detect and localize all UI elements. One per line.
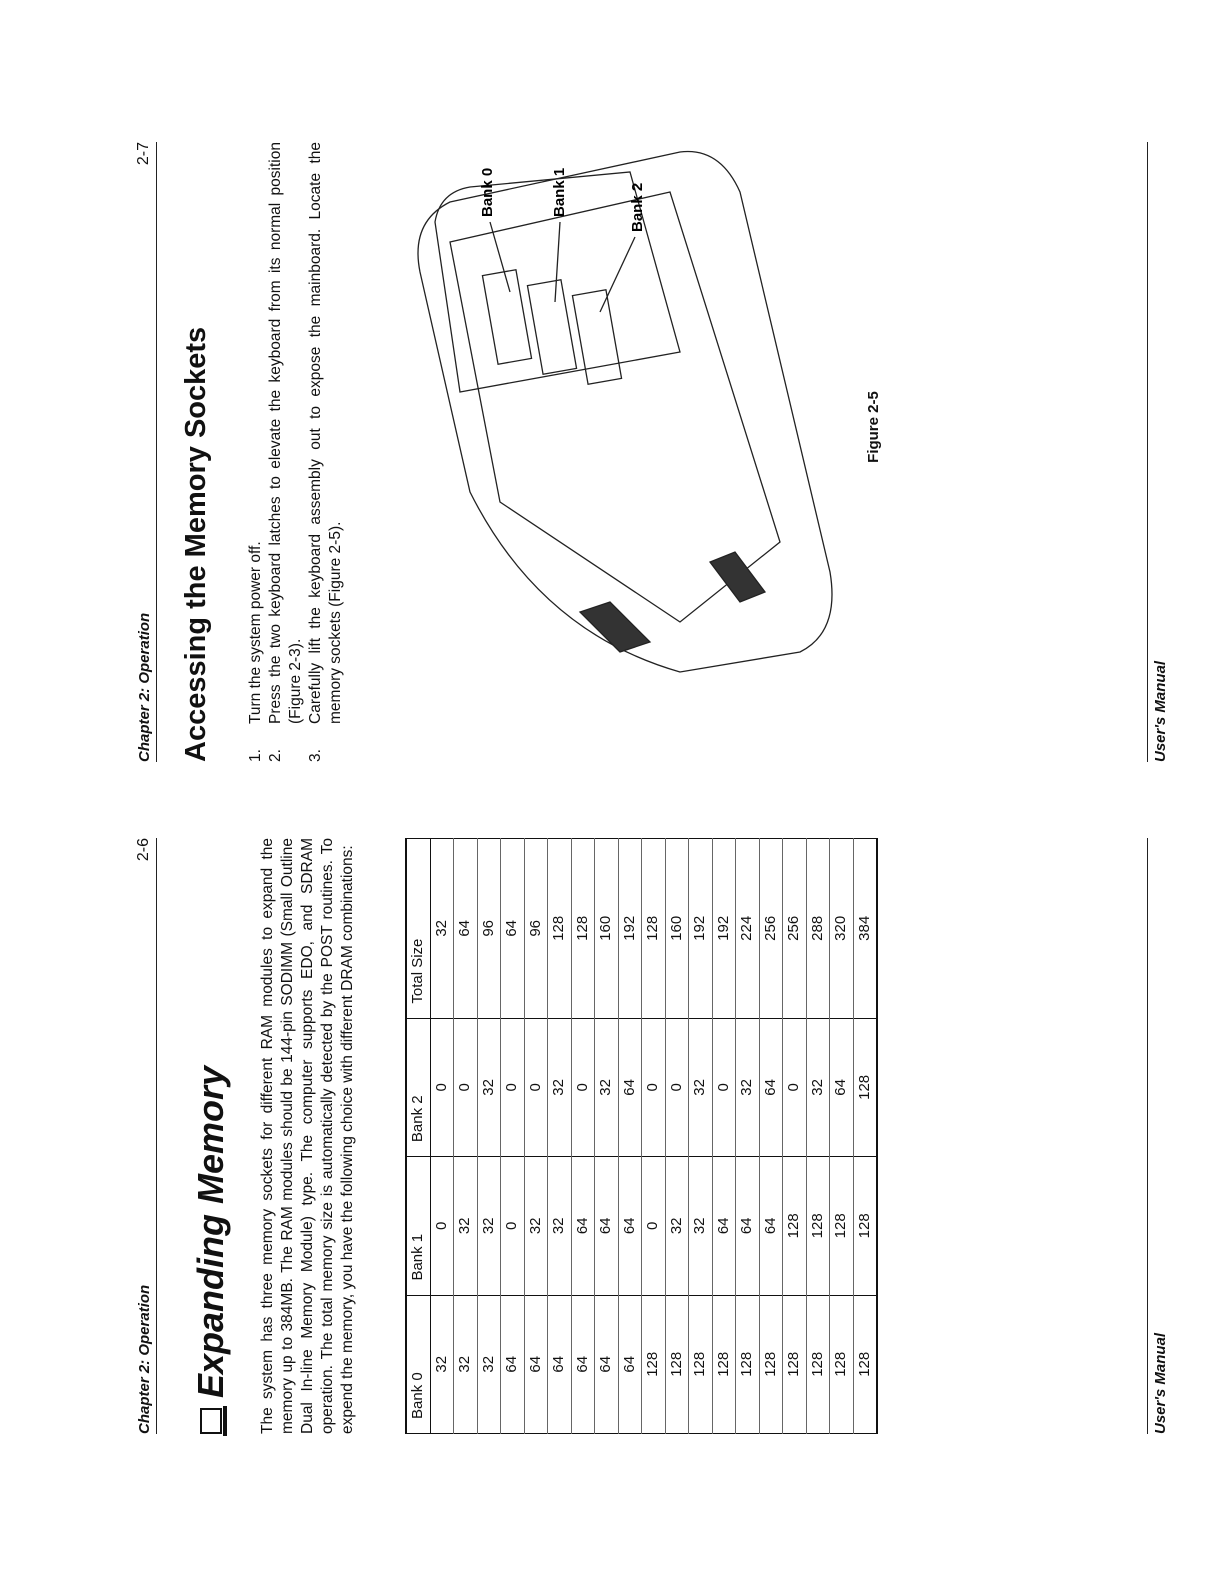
table-cell: 0 <box>642 1157 666 1295</box>
table-cell: 128 <box>642 839 666 1019</box>
left-header <box>126 838 157 1434</box>
table-cell: 128 <box>736 1295 760 1433</box>
table-row <box>736 839 760 1434</box>
table-cell: 160 <box>665 839 689 1019</box>
column-header: Total Size <box>406 839 430 1019</box>
table-row <box>454 839 478 1434</box>
table-cell: 32 <box>548 1157 572 1295</box>
table-cell: 64 <box>501 1295 525 1433</box>
table-cell: 128 <box>830 1157 854 1295</box>
table-row <box>759 839 783 1434</box>
table-cell: 128 <box>806 1157 830 1295</box>
right-page-number: 2-7 <box>135 142 152 166</box>
table-cell: 288 <box>806 839 830 1019</box>
step-item <box>306 142 346 762</box>
step-number: 1. <box>247 749 264 762</box>
table-cell: 128 <box>783 1157 807 1295</box>
table-cell: 160 <box>595 839 619 1019</box>
table-cell: 32 <box>548 1018 572 1156</box>
table-row <box>548 839 572 1434</box>
table-cell: 192 <box>618 839 642 1019</box>
table-cell: 32 <box>524 1157 548 1295</box>
table-cell: 128 <box>642 1295 666 1433</box>
table-cell: 64 <box>830 1018 854 1156</box>
table-cell: 32 <box>477 1018 501 1156</box>
table-cell: 128 <box>783 1295 807 1433</box>
table-cell: 64 <box>759 1157 783 1295</box>
table-cell: 128 <box>548 839 572 1019</box>
left-page <box>0 792 1224 1584</box>
table-cell: 64 <box>712 1157 736 1295</box>
left-page-number: 2-6 <box>135 838 152 862</box>
table-cell: 32 <box>477 1295 501 1433</box>
table-cell: 0 <box>524 1018 548 1156</box>
table-cell: 64 <box>571 1295 595 1433</box>
column-header: Bank 1 <box>406 1157 430 1295</box>
table-row <box>430 839 454 1434</box>
table-row <box>501 839 525 1434</box>
table-cell: 128 <box>665 1295 689 1433</box>
column-header: Bank 0 <box>406 1295 430 1433</box>
step-text: Turn the system power off. <box>247 541 264 724</box>
memory-socket-bank0 <box>482 270 531 365</box>
table-cell: 256 <box>759 839 783 1019</box>
table-row <box>853 839 877 1434</box>
table-cell: 64 <box>501 839 525 1019</box>
table-cell: 64 <box>524 1295 548 1433</box>
table-cell: 128 <box>689 1295 713 1433</box>
table-cell: 384 <box>853 839 877 1019</box>
hinge-left <box>580 602 650 652</box>
table-cell: 256 <box>783 839 807 1019</box>
table-cell: 192 <box>712 839 736 1019</box>
table-cell: 224 <box>736 839 760 1019</box>
table-cell: 320 <box>830 839 854 1019</box>
table-cell: 0 <box>712 1018 736 1156</box>
laptop-icon <box>200 1408 222 1434</box>
table-cell: 64 <box>548 1295 572 1433</box>
table-cell: 32 <box>454 1295 478 1433</box>
table-row <box>665 839 689 1434</box>
table-row <box>783 839 807 1434</box>
table-cell: 0 <box>783 1018 807 1156</box>
table-row <box>712 839 736 1434</box>
table-cell: 32 <box>477 1157 501 1295</box>
bank0-leader-line <box>490 222 510 292</box>
right-footer <box>1147 142 1178 762</box>
left-intro-paragraph: The system has three memory sockets for different RAM modules to expand the memory up to 384MB. The RAM modules should be 144-pin SODIMM (Small Outline Dual In-line Memory Module) type. The computer supports EDO, and SDRAM operation. The total memory size is automatically detected by the POST routines. To expend the memory, you have the following choice with different DRAM combinations: <box>259 838 356 1434</box>
table-cell: 192 <box>689 839 713 1019</box>
table-cell: 32 <box>430 839 454 1019</box>
bank2-label: Bank 2 <box>629 182 646 232</box>
table-row <box>618 839 642 1434</box>
left-footer-text: User's Manual <box>1152 1332 1169 1434</box>
table-cell: 96 <box>524 839 548 1019</box>
table-cell: 0 <box>501 1018 525 1156</box>
left-title <box>190 1066 232 1434</box>
table-cell: 32 <box>689 1018 713 1156</box>
step-text: Carefully lift the keyboard assembly out to expose the mainboard. Locate the memory sockets (Figure 2-5). <box>307 142 344 724</box>
table-cell: 64 <box>618 1295 642 1433</box>
table-cell: 128 <box>853 1295 877 1433</box>
left-header-chapter: Chapter 2: Operation <box>136 1284 153 1434</box>
table-header-row <box>406 839 430 1434</box>
table-cell: 0 <box>430 1157 454 1295</box>
table-row <box>571 839 595 1434</box>
table-cell: 128 <box>571 839 595 1019</box>
table-cell: 128 <box>712 1295 736 1433</box>
right-header-chapter: Chapter 2: Operation <box>136 612 153 762</box>
step-number: 3. <box>307 749 324 762</box>
table-cell: 0 <box>430 1018 454 1156</box>
step-number: 2. <box>267 749 284 762</box>
table-cell: 32 <box>665 1157 689 1295</box>
table-row <box>806 839 830 1434</box>
table-cell: 128 <box>806 1295 830 1433</box>
right-header <box>126 142 157 762</box>
table-row <box>477 839 501 1434</box>
table-cell: 64 <box>595 1157 619 1295</box>
table-cell: 64 <box>759 1018 783 1156</box>
table-cell: 128 <box>853 1018 877 1156</box>
table-cell: 64 <box>736 1157 760 1295</box>
table-row <box>595 839 619 1434</box>
column-header: Bank 2 <box>406 1018 430 1156</box>
table-cell: 64 <box>454 839 478 1019</box>
table-cell: 0 <box>642 1018 666 1156</box>
table-body <box>430 839 877 1434</box>
hinge-right <box>710 552 765 602</box>
table-cell: 64 <box>618 1157 642 1295</box>
bank2-leader-line <box>600 237 635 312</box>
table-cell: 0 <box>665 1018 689 1156</box>
table-cell: 128 <box>759 1295 783 1433</box>
memory-combinations-table <box>405 838 878 1434</box>
bank1-label: Bank 1 <box>551 167 568 217</box>
right-footer-text: User's Manual <box>1152 660 1169 762</box>
table-row <box>830 839 854 1434</box>
table-cell: 0 <box>571 1018 595 1156</box>
bank0-label: Bank 0 <box>479 167 496 217</box>
table-cell: 64 <box>571 1157 595 1295</box>
step-item <box>246 142 266 762</box>
bank1-leader-line <box>555 222 560 302</box>
table-row <box>689 839 713 1434</box>
table-cell: 32 <box>736 1018 760 1156</box>
table-cell: 128 <box>830 1295 854 1433</box>
table-cell: 0 <box>501 1157 525 1295</box>
memory-socket-bank1 <box>527 280 576 375</box>
steps-list <box>246 142 346 762</box>
table-cell: 32 <box>595 1018 619 1156</box>
right-title: Accessing the Memory Sockets <box>180 326 212 762</box>
table-cell: 32 <box>806 1018 830 1156</box>
step-item <box>266 142 306 762</box>
table-cell: 96 <box>477 839 501 1019</box>
left-title-text: Expanding Memory <box>190 1065 231 1398</box>
table-cell: 64 <box>618 1018 642 1156</box>
table-cell: 32 <box>430 1295 454 1433</box>
table-cell: 32 <box>689 1157 713 1295</box>
table-cell: 0 <box>454 1018 478 1156</box>
table-row <box>524 839 548 1434</box>
left-footer <box>1147 838 1178 1434</box>
figure-2-5-illustration <box>380 132 860 692</box>
table-cell: 32 <box>454 1157 478 1295</box>
laptop-base-outline <box>418 152 832 673</box>
figure-caption: Figure 2-5 <box>865 391 882 463</box>
table-cell: 128 <box>853 1157 877 1295</box>
table-row <box>642 839 666 1434</box>
table-cell: 64 <box>595 1295 619 1433</box>
step-text: Press the two keyboard latches to elevate the keyboard from its normal position (Figure 2-3). <box>267 142 304 724</box>
